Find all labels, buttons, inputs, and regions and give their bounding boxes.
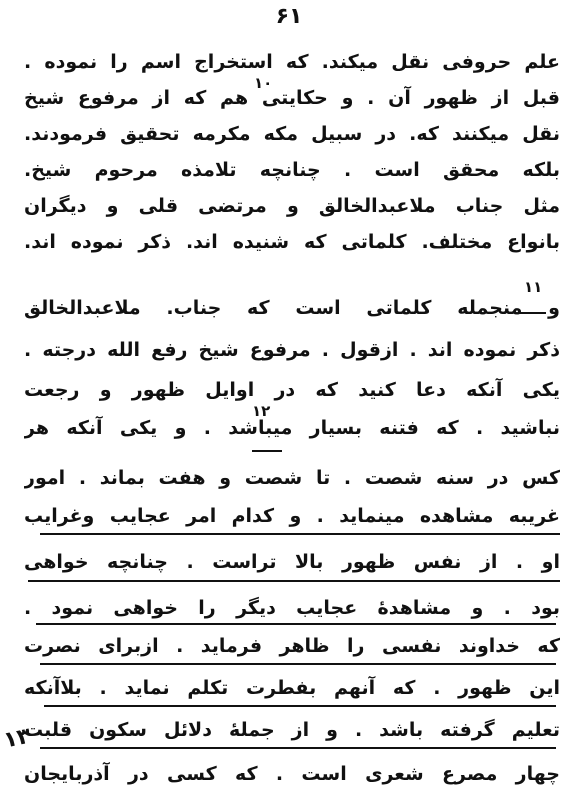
text-line-11: کس در سنه شصت . تا شصت و هفت بماند . امور: [24, 467, 560, 489]
text-line-3: نقل میکنند که. در سبیل مکه مکرمه تحقیق فرمودند.: [24, 123, 560, 145]
annotation-mark-10: ۱۰: [254, 74, 273, 92]
underline-stroke: [28, 580, 560, 582]
annotation-mark-11: ۱۱: [524, 278, 543, 296]
underline-stroke: [36, 623, 556, 625]
side-annotation-mark: ۱۳: [1, 723, 34, 754]
text-line-4: بلکه محقق است . چنانچه تلامذه مرحوم شیخ.: [24, 159, 560, 181]
page-number: ۶۱: [275, 4, 303, 29]
text-line-5: مثل جناب ملاعبدالخالق و مرتضی قلی و دیگران: [24, 195, 560, 217]
text-line-15: که خداوند نفسی را ظاهر فرماید . ازبرای نصرت: [24, 635, 560, 657]
text-line-8: ذکر نموده اند . ازقول . مرفوع شیخ رفع الله درجته .: [24, 339, 560, 361]
underline-stroke: [40, 533, 560, 535]
margin-tick-stroke: [252, 450, 282, 452]
margin-tick-stroke: [518, 312, 546, 314]
text-line-13: او . از نفس ظهور بالا تراست . چنانچه خواهی: [24, 551, 560, 573]
text-line-7: و منجمله کلماتی است که جناب. ملاعبدالخالق: [24, 297, 560, 319]
underline-stroke: [44, 705, 556, 707]
text-line-10: نباشید . که فتنه بسیار میباشد . و یکی آنکه هر: [24, 417, 560, 439]
text-line-14: بود . و مشاهدهٔ عجایب دیگر را خواهی نمود .: [24, 597, 560, 619]
text-line-16: این ظهور . که آنهم بفطرت تکلم نماید . بلاآنکه: [24, 677, 560, 699]
text-line-6: بانواع مختلف. کلماتی که شنیده اند. ذکر نموده اند.: [24, 231, 560, 253]
annotation-mark-12: ۱۲: [252, 402, 271, 420]
text-line-17: تعلیم گرفته باشد . و از جملهٔ دلائل سکون قلبت: [24, 719, 560, 741]
text-line-12: غریبه مشاهده مینماید . و کدام امر عجایب وغرایب: [24, 505, 560, 527]
underline-stroke: [40, 747, 556, 749]
underline-stroke: [40, 663, 556, 665]
text-line-1: علم حروفی نقل میکند. که استخراج اسم را نموده .: [24, 51, 560, 73]
text-line-18: چهار مصرع شعری است . که کسی در آذربایجان: [24, 763, 560, 785]
text-line-9: یکی آنکه دعا کنید که در اوایل ظهور و رجعت: [24, 379, 560, 401]
text-line-2: قبل از ظهور آن . و حکایتی هم که از مرفوع شیخ: [24, 87, 560, 109]
